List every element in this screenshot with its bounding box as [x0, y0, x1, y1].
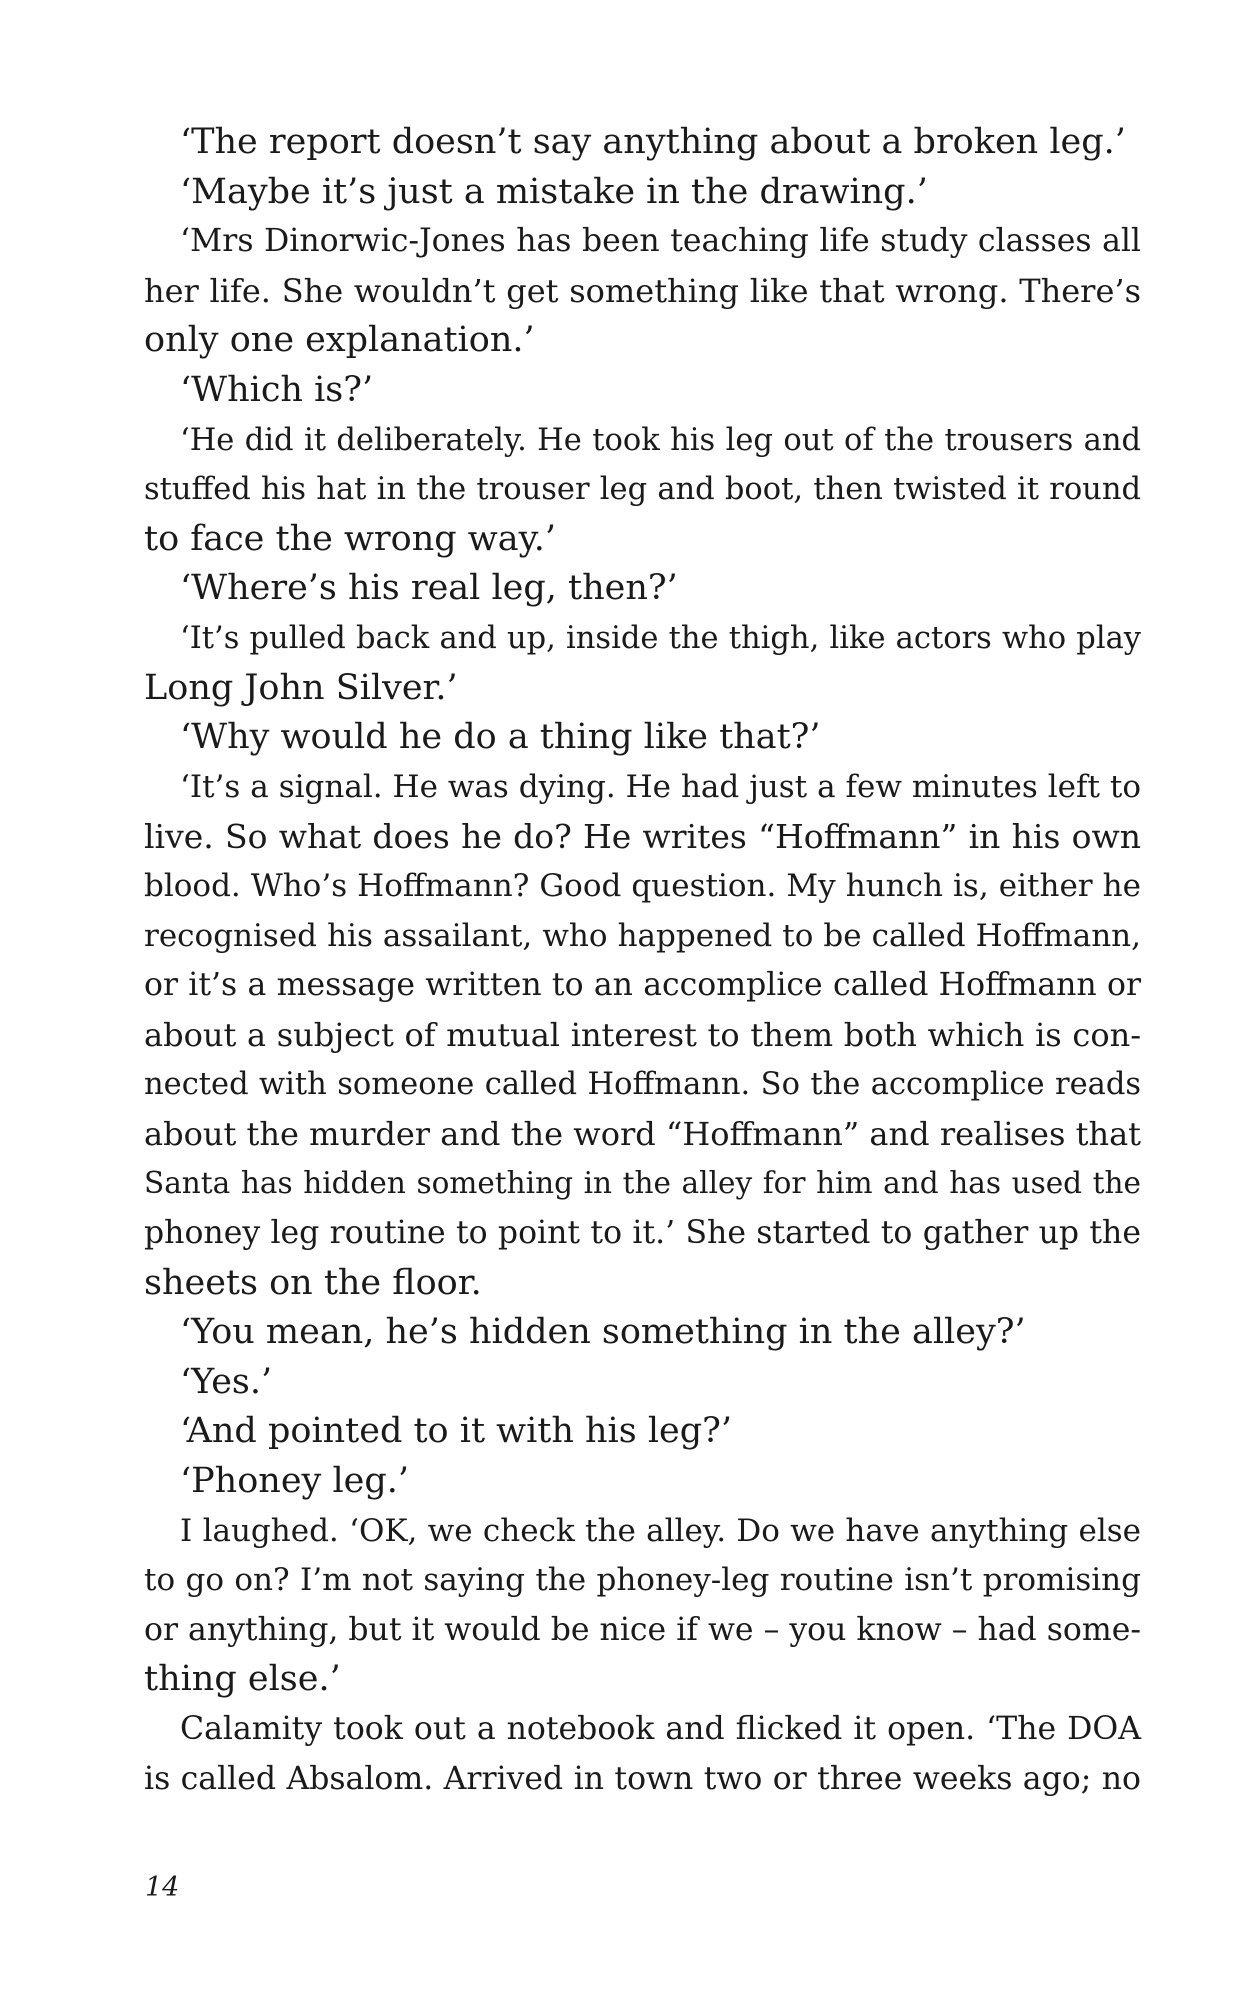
text-line: ‘Where’s his real leg, then?’ [180, 568, 678, 609]
text-line: ‘It’s a signal. He was dying. He had just a few minutes left to [180, 768, 1141, 805]
text-line: ‘And pointed to it with his leg?’ [180, 1411, 733, 1452]
text-line: sheets on the floor. [144, 1262, 482, 1303]
text-line: to face the wrong way.’ [144, 518, 557, 559]
page-number: 14 [145, 1872, 180, 1903]
text-line: stuffed his hat in the trouser leg and boot, then twisted it round [144, 472, 1141, 508]
text-line: thing else.’ [144, 1659, 341, 1700]
text-line: ‘Maybe it’s just a mistake in the drawing.’ [180, 171, 928, 212]
text-line: to go on? I’m not saying the phoney-leg routine isn’t promising [144, 1562, 1141, 1599]
text-line: Santa has hidden something in the alley for him and has used the [144, 1166, 1141, 1201]
text-line: is called Absalom. Arrived in town two or three weeks ago; no [144, 1760, 1141, 1797]
text-line: her life. She wouldn’t get something like that wrong. There’s [144, 271, 1141, 310]
book-page-text [144, 118, 1141, 1804]
text-line: or anything, but it would be nice if we – you know – had some- [144, 1611, 1142, 1648]
text-line: ‘He did it deliberately. He took his leg out of the trousers and [180, 422, 1141, 458]
text-line: or it’s a message written to an accomplice called Hoffmann or [144, 967, 1141, 1004]
text-line: ‘Which is?’ [180, 369, 374, 410]
text-line: about the murder and the word “Hoffmann” and realises that [144, 1114, 1141, 1153]
text-line: I laughed. ‘OK, we check the alley. Do we have anything else [180, 1512, 1141, 1549]
text-line: ‘You mean, he’s hidden something in the alley?’ [180, 1312, 1026, 1353]
text-line: ‘It’s pulled back and up, inside the thigh, like actors who play [180, 620, 1141, 656]
text-line: ‘Phoney leg.’ [180, 1461, 410, 1502]
text-line: Calamity took out a notebook and flicked it open. ‘The DOA [180, 1711, 1141, 1747]
text-line: ‘Yes.’ [180, 1361, 273, 1402]
text-line: recognised his assailant, who happened to be called Hoffmann, [144, 917, 1141, 954]
text-line: live. So what does he do? He writes “Hoffmann” in his own [144, 817, 1141, 857]
text-line: about a subject of mutual interest to them both which is con- [144, 1015, 1141, 1054]
text-line: Long John Silver.’ [144, 667, 458, 708]
text-line: ‘Why would he do a thing like that?’ [180, 717, 821, 758]
text-line: blood. Who’s Hoffmann? Good question. My hunch is, either he [144, 867, 1141, 904]
text-line: ‘Mrs Dinorwic-Jones has been teaching life study classes all [180, 223, 1141, 260]
text-line: nected with someone called Hoffmann. So the accomplice reads [144, 1067, 1141, 1103]
text-line: phoney leg routine to point to it.’ She started to gather up the [144, 1215, 1141, 1252]
text-line: ‘The report doesn’t say anything about a broken leg.’ [180, 122, 1126, 162]
text-line: only one explanation.’ [144, 320, 535, 361]
